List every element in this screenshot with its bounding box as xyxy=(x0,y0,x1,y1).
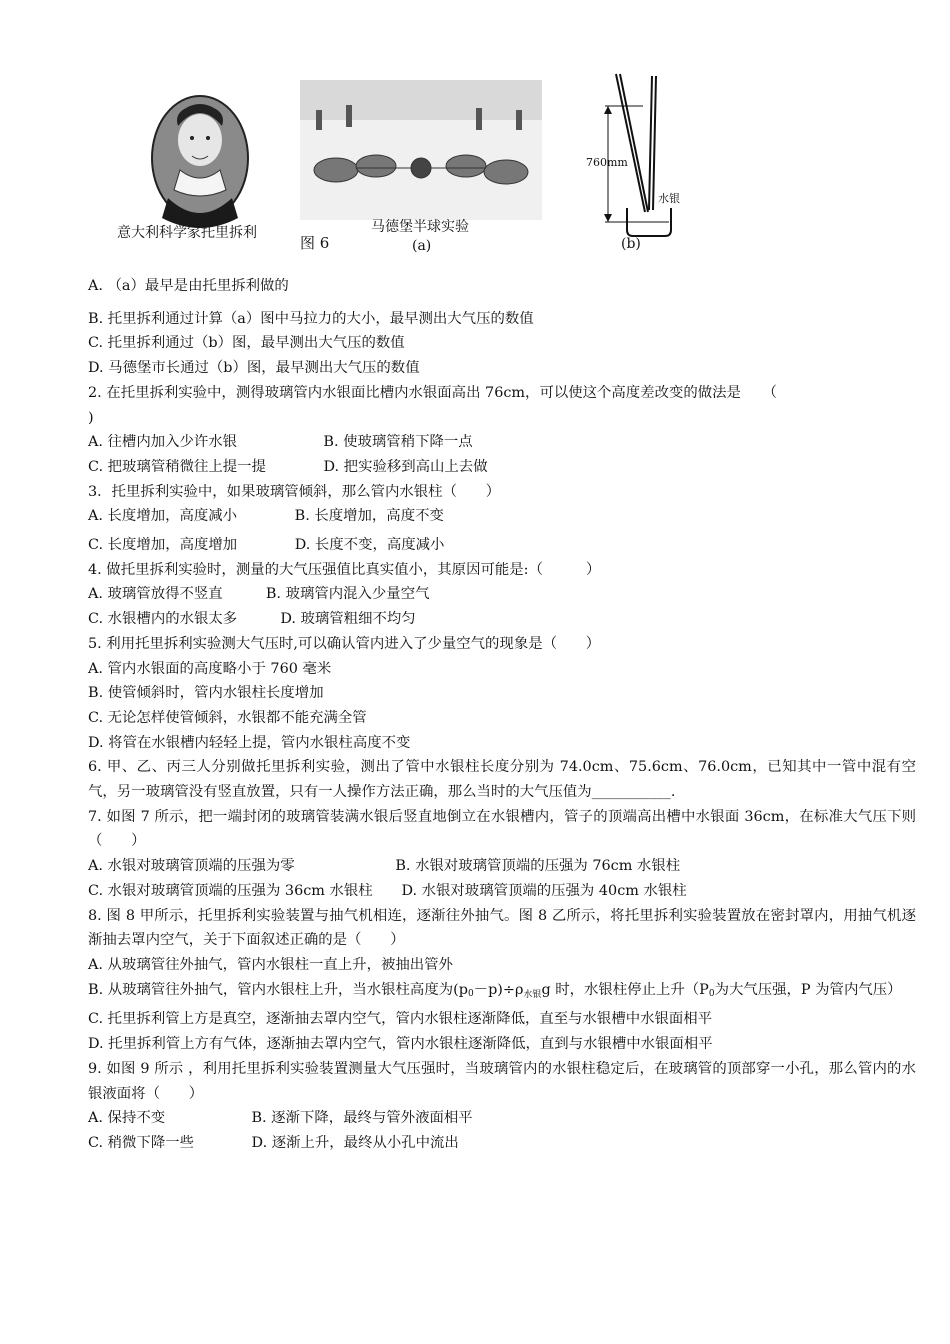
q3-options-ab: A. 长度增加，高度减小 B. 长度增加，高度不变 xyxy=(88,508,444,525)
q2-stem: 2. 在托里拆利实验中，测得玻璃管内水银面比槽内水银面高出 76cm，可以使这个高度差改变的做法是 （ xyxy=(88,384,777,401)
q8-option-a: A. 从玻璃管往外抽气，管内水银柱一直上升，被抽出管外 xyxy=(88,956,453,973)
q5-option-c: C. 无论怎样使管倾斜，水银都不能充满全管 xyxy=(88,709,367,726)
q1-option-d: D. 马德堡市长通过（b）图，最早测出大气压的数值 xyxy=(88,360,420,377)
q9-options-cd: C. 稍微下降一些 D. 逐渐上升，最终从小孔中流出 xyxy=(88,1134,459,1151)
q1-option-b: B. 托里拆利通过计算（a）图中马拉力的大小，最早测出大气压的数值 xyxy=(88,310,534,327)
q1-option-a: A. （a）最早是由托里拆利做的 xyxy=(88,278,289,294)
q3-options-cd: C. 长度增加，高度增加 D. 长度不变，高度减小 xyxy=(88,537,445,554)
q2-options-ab: A. 往槽内加入少许水银 B. 使玻璃管稍下降一点 xyxy=(88,434,473,451)
figure-label: 图 6 xyxy=(300,234,330,252)
q2-options-cd: C. 把玻璃管稍微往上提一提 D. 把实验移到高山上去做 xyxy=(88,458,488,475)
q7-options-cd: C. 水银对玻璃管顶端的压强为 36cm 水银柱 D. 水银对玻璃管顶端的压强为 40cm 水银柱 xyxy=(88,882,687,899)
q9-options-ab: A. 保持不变 B. 逐渐下降，最终与管外液面相平 xyxy=(88,1110,473,1127)
q7-options-ab: A. 水银对玻璃管顶端的压强为零 B. 水银对玻璃管顶端的压强为 76cm 水银柱 xyxy=(88,858,681,875)
q5-option-a: A. 管内水银面的高度略小于 760 毫米 xyxy=(88,660,332,677)
question-text xyxy=(88,274,916,1156)
q1-option-c: C. 托里拆利通过（b）图，最早测出大气压的数值 xyxy=(88,335,405,352)
q5-option-b: B. 使管倾斜时，管内水银柱长度增加 xyxy=(88,685,324,702)
q4-stem: 4. 做托里拆利实验时，测量的大气压强值比真实值小，其原因可能是:（ ） xyxy=(88,561,601,578)
q2-stem-end: ) xyxy=(88,409,94,426)
q6-stem: 6. 甲、乙、丙三人分别做托里拆利实验，测出了管中水银柱长度分别为 74.0cm、75.6cm、76.0cm，已知其中一管中混有空气，另一玻璃管没有竖直放置，只有一人操作方法正确，那么当时的大气压值为___________. xyxy=(88,759,916,801)
label-b: (b) xyxy=(621,236,641,252)
q8-option-d: D. 托里拆利管上方有气体，逐渐抽去罩内空气，管内水银柱逐渐降低，直到与水银槽中水银面相平 xyxy=(88,1036,713,1053)
q7-stem: 7. 如图 7 所示，把一端封闭的玻璃管装满水银后竖直地倒立在水银槽内，管子的顶端高出槽中水银面 36cm，在标准大气压下则（ ） xyxy=(88,808,916,850)
q3-stem: 3．托里拆利实验中，如果玻璃管倾斜，那么管内水银柱（ ） xyxy=(88,483,501,500)
label-a: (a) xyxy=(412,238,432,254)
mercury-label: 水银 xyxy=(658,192,680,205)
height-label: 760mm xyxy=(586,156,628,169)
q9-stem: 9. 如图 9 所示 ，利用托里拆利实验装置测量大气压强时，当玻璃管内的水银柱稳定后，在玻璃管的顶部穿一小孔，那么管内的水银液面将（ ） xyxy=(88,1060,916,1102)
q4-options-cd: C. 水银槽内的水银太多 D. 玻璃管粗细不均匀 xyxy=(88,611,416,628)
madeburg-caption: 马德堡半球实验 xyxy=(371,219,469,235)
q5-stem: 5. 利用托里拆利实验测大气压时,可以确认管内进入了少量空气的现象是（ ） xyxy=(88,635,601,652)
q4-options-ab: A. 玻璃管放得不竖直 B. 玻璃管内混入少量空气 xyxy=(88,586,430,603)
q8-option-b: B. 从玻璃管往外抽气，管内水银柱上升，当水银柱高度为$(p_0-p)\div\rho_{水银}g$ 时，水银柱停止上升（$P_0$为大气压强，P 为管内气压） xyxy=(88,981,902,1000)
figure-6 xyxy=(0,60,950,260)
q8-option-c: C. 托里拆利管上方是真空，逐渐抽去罩内空气，管内水银柱逐渐降低，直至与水银槽中水银面相平 xyxy=(88,1011,713,1028)
portrait-caption: 意大利科学家托里拆利 xyxy=(117,225,257,241)
q8-stem: 8. 图 8 甲所示，托里拆利实验装置与抽气机相连，逐渐往外抽气。图 8 乙所示，将托里拆利实验装置放在密封罩内，用抽气机逐渐抽去罩内空气，关于下面叙述正确的是（ ） xyxy=(88,907,916,949)
q5-option-d: D. 将管在水银槽内轻轻上提，管内水银柱高度不变 xyxy=(88,734,411,751)
